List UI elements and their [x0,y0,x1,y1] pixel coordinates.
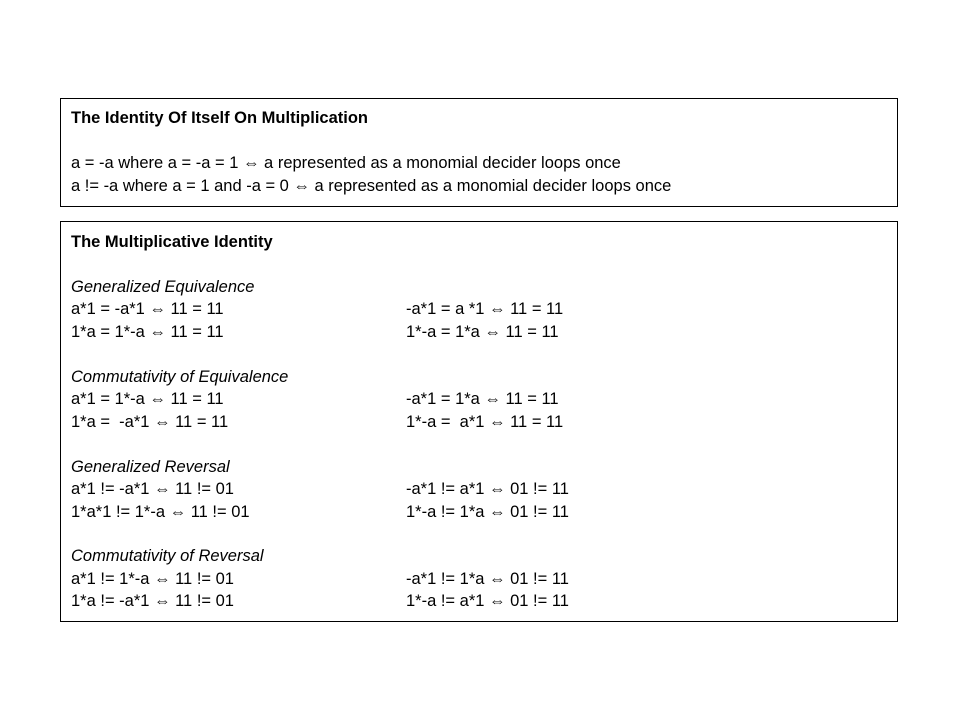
group-heading: Generalized Equivalence [71,278,255,296]
equation-right: -a*1 != 1*a ⇔ 01 != 11 [406,570,569,588]
statement-line: a = -a where a = -a = 1 ⇔ a represented as a monomial decider loops once [71,154,621,172]
equation-right: -a*1 = a *1 ⇔ 11 = 11 [406,300,564,318]
equation-left: a*1 = 1*-a ⇔ 11 = 11 [71,390,224,408]
group-heading: Commutativity of Equivalence [71,368,289,386]
equation-left: a*1 != -a*1 ⇔ 11 != 01 [71,480,234,498]
section-title: The Identity Of Itself On Multiplication [71,109,368,127]
equation-left: 1*a*1 != 1*-a ⇔ 11 != 01 [71,503,250,521]
equation-right: 1*-a != 1*a ⇔ 01 != 11 [406,503,569,521]
equation-right: -a*1 != a*1 ⇔ 01 != 11 [406,480,569,498]
group-heading: Commutativity of Reversal [71,547,264,565]
group-heading: Generalized Reversal [71,458,230,476]
section-title: The Multiplicative Identity [71,233,273,251]
multiplicative-identity-box [60,221,898,622]
equation-left: 1*a = 1*-a ⇔ 11 = 11 [71,323,224,341]
equation-right: 1*-a != a*1 ⇔ 01 != 11 [406,592,569,610]
equation-left: a*1 != 1*-a ⇔ 11 != 01 [71,570,234,588]
equation-left: 1*a = -a*1 ⇔ 11 = 11 [71,413,229,431]
equation-right: 1*-a = a*1 ⇔ 11 = 11 [406,413,564,431]
equation-right: -a*1 = 1*a ⇔ 11 = 11 [406,390,559,408]
equation-left: 1*a != -a*1 ⇔ 11 != 01 [71,592,234,610]
identity-of-itself-box [60,98,898,207]
equation-left: a*1 = -a*1 ⇔ 11 = 11 [71,300,224,318]
statement-line: a != -a where a = 1 and -a = 0 ⇔ a represented as a monomial decider loops once [71,177,672,195]
equation-right: 1*-a = 1*a ⇔ 11 = 11 [406,323,559,341]
